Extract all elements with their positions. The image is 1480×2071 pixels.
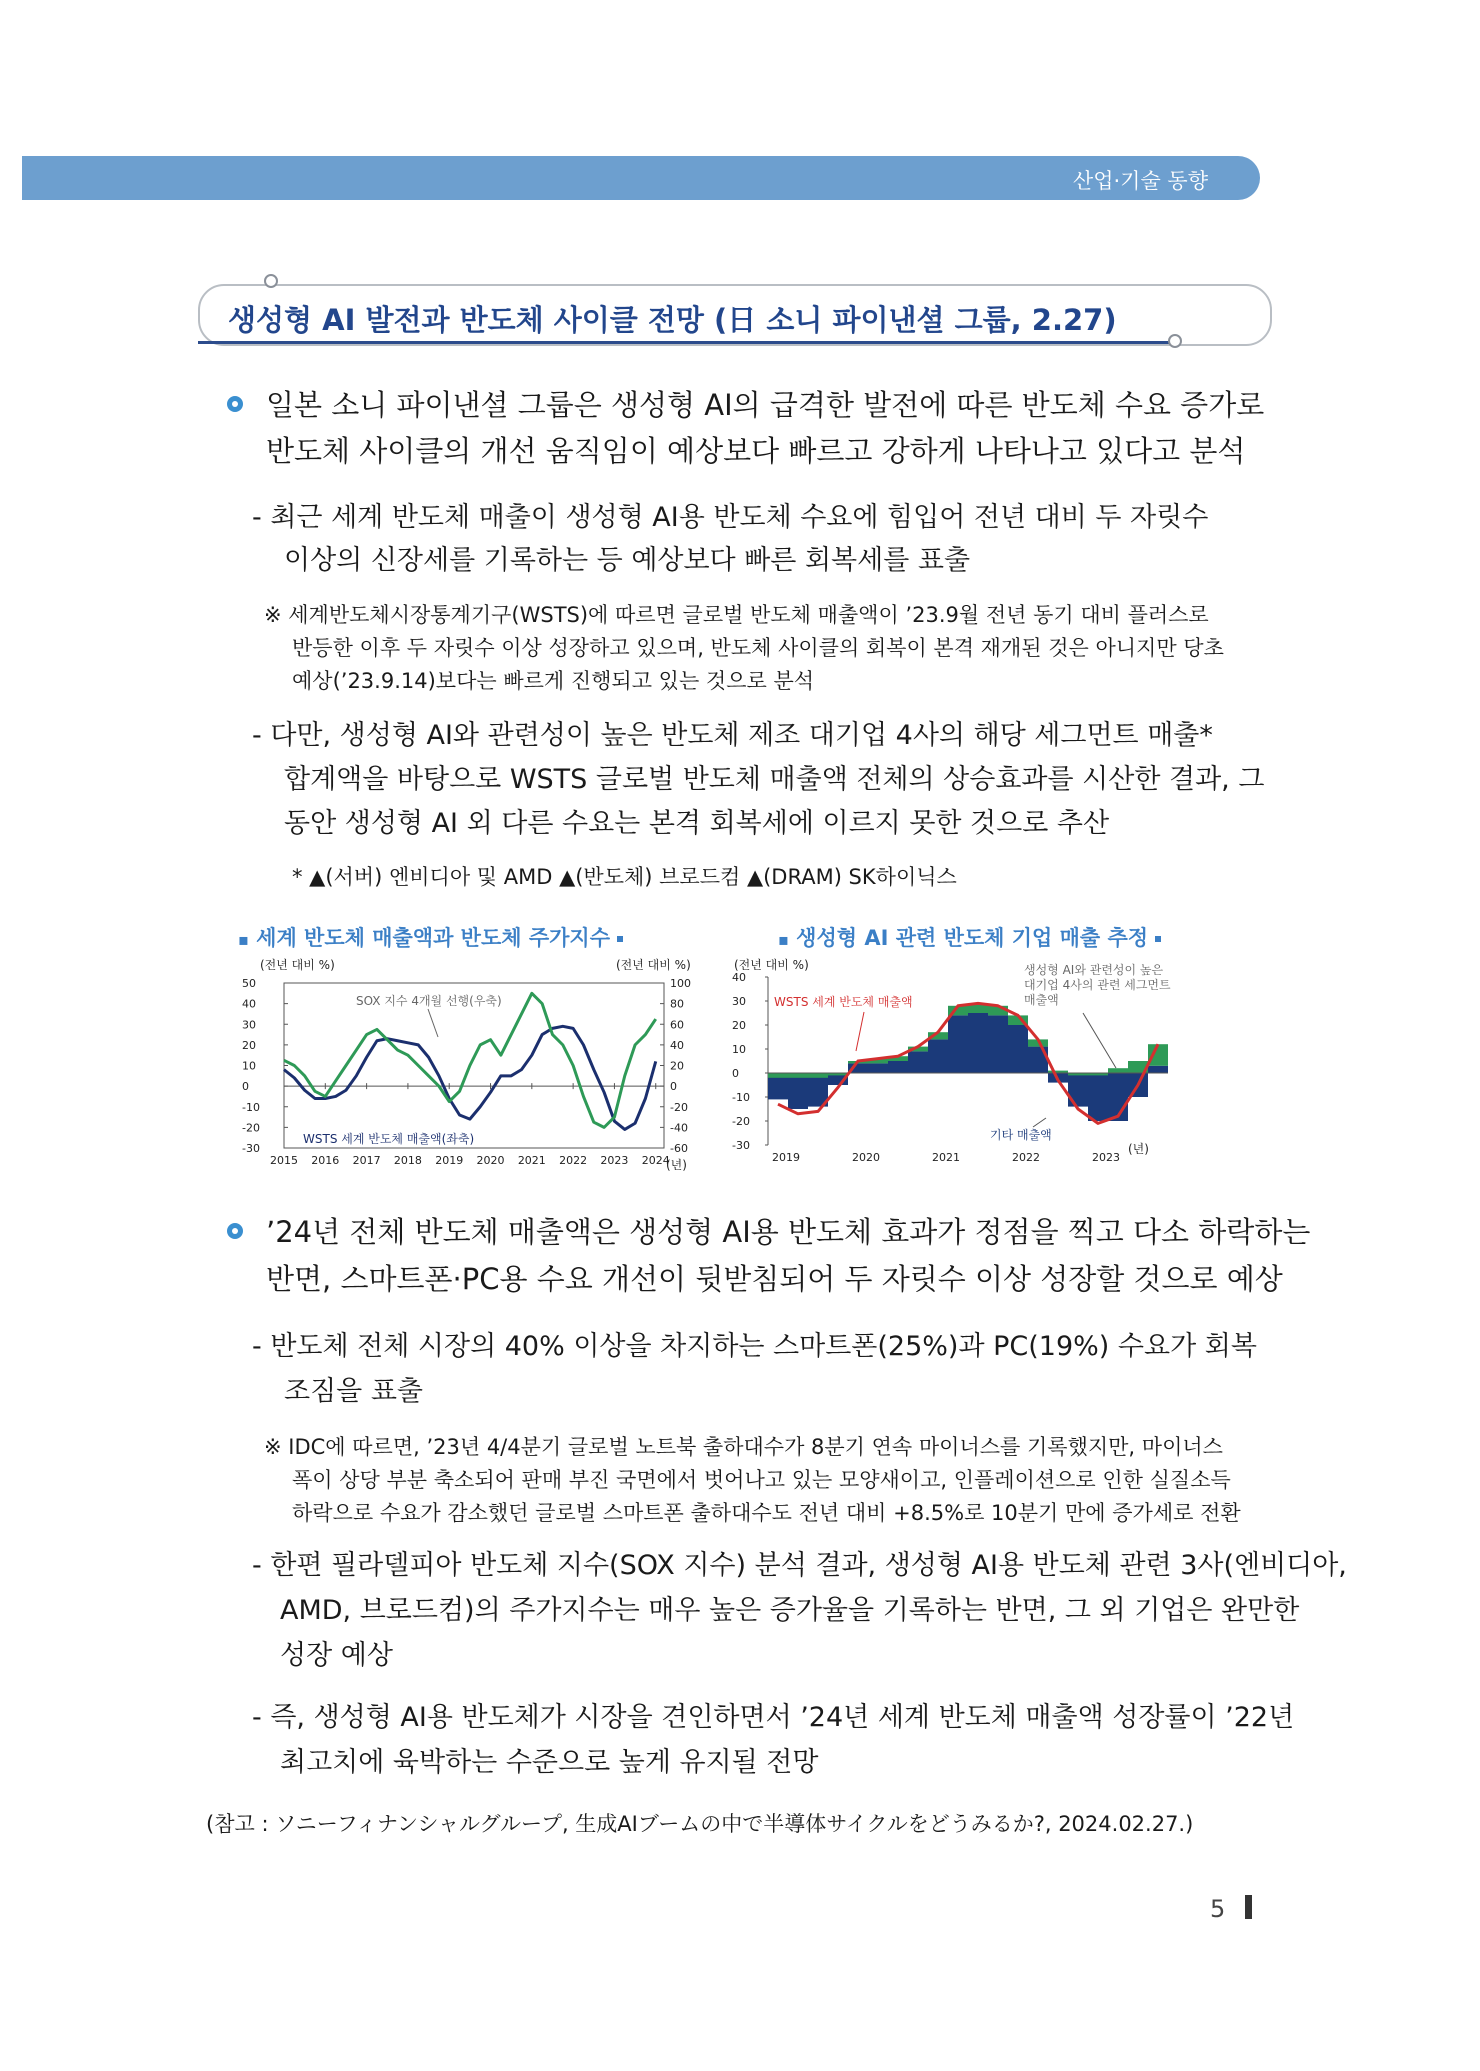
note-text: ※ IDC에 따르면, ’23년 4/4분기 글로벌 노트북 출하대수가 8분기 연속 마이너스를 기록했지만, 마이너스	[264, 1435, 1223, 1459]
chart1-series-wsts	[284, 1026, 656, 1129]
title-frame-dot-bottom	[1168, 334, 1182, 348]
dash-text: 이상의 신장세를 기록하는 등 예상보다 빠른 회복세를 표출	[284, 545, 971, 576]
note-text: 반등한 이후 두 자릿수 이상 성장하고 있으며, 반도체 사이클의 회복이 본격 재개된 것은 아니지만 당초	[292, 636, 1224, 660]
square-icon	[617, 936, 623, 942]
dash-text: 조짐을 표출	[284, 1376, 423, 1407]
chart1-x-tick-label: 2023	[600, 1154, 629, 1167]
chart1-title: ▪ 세계 반도체 매출액과 반도체 주가지수	[238, 922, 623, 952]
bullet-text: 반도체 사이클의 개선 움직임이 예상보다 빠르고 강하게 나타나고 있다고 분석	[266, 434, 1246, 468]
chart1-left-tick-label: -10	[242, 1100, 260, 1114]
chart1-right-tick-label: -60	[670, 1142, 688, 1155]
chart1-left-tick-label: 50	[242, 977, 256, 990]
chart1-right-tick-label: 20	[670, 1059, 684, 1073]
dash-text: AMD, 브로드컴)의 주가지수는 매우 높은 증가율을 기록하는 반면, 그 외 기업은 완만한	[280, 1595, 1300, 1626]
chart2-wsts-pointer	[856, 1012, 864, 1051]
dash-text: - 한편 필라델피아 반도체 지수(SOX 지수) 분석 결과, 생성형 AI용 반도체 관련 3사(엔비디아,	[252, 1550, 1347, 1581]
dash-text: 최고치에 육박하는 수준으로 높게 유지될 전망	[280, 1747, 819, 1778]
chart1-x-tick-label: 2018	[393, 1154, 422, 1167]
chart1-sox-label: SOX 지수 4개월 선행(우축)	[356, 994, 502, 1008]
chart2-bar-other	[988, 1015, 1008, 1073]
chart2-y-tick-label: 30	[732, 995, 746, 1008]
chart2-y-tick-label: -30	[732, 1139, 750, 1152]
chart1-x-tick-label: 2017	[352, 1154, 381, 1167]
chart2-annotation-3: 매출액	[1024, 993, 1059, 1007]
chart1-right-tick-label: -20	[670, 1100, 688, 1114]
chart2-y-tick-label: -20	[732, 1115, 750, 1128]
page-title: 생성형 AI 발전과 반도체 사이클 전망 (日 소니 파이낸셜 그룹, 2.27)	[228, 303, 1117, 337]
chart1-right-tick-label: 40	[670, 1038, 684, 1052]
chart2-annotation-2: 대기업 4사의 관련 세그먼트	[1024, 978, 1171, 992]
chart2-bar-other	[968, 1013, 988, 1073]
chart2-bar-other	[1088, 1073, 1108, 1121]
chart2-wsts-label: WSTS 세계 반도체 매출액	[774, 995, 913, 1009]
chart1-x-unit: (년)	[666, 1158, 687, 1172]
chart1-x-tick-label: 2019	[435, 1154, 464, 1167]
chart1-right-tick-label: -40	[670, 1121, 688, 1135]
chart1-left-tick-label: 30	[242, 1018, 256, 1032]
chart1-right-tick-label: 60	[670, 1018, 684, 1032]
chart2-other-pointer	[1033, 1118, 1046, 1127]
reference-text: (참고 : ソニーフィナンシャルグループ, 生成AIブームの中で半導体サイクルをどうみるか?, 2024.02.27.)	[206, 1812, 1194, 1836]
chart1-right-tick-label: 0	[670, 1080, 677, 1094]
chart2-bar-other	[1008, 1025, 1028, 1073]
chart2-annotation-1: 생성형 AI와 관련성이 높은	[1024, 963, 1164, 977]
chart1-x-tick-label: 2016	[311, 1154, 340, 1167]
chart2-bar-other	[928, 1039, 948, 1073]
bullet-circle-icon	[227, 1223, 243, 1239]
chart2-y-tick-label: 40	[732, 971, 746, 984]
chart2-x-tick-label: 2020	[852, 1151, 880, 1164]
section-label: 산업·기술 동향	[1072, 169, 1208, 193]
chart1-left-tick-label: -20	[242, 1121, 260, 1135]
chart1-left-tick-label: 10	[242, 1059, 256, 1073]
dash-text: - 즉, 생성형 AI용 반도체가 시장을 견인하면서 ’24년 세계 반도체 매출액 성장률이 ’22년	[252, 1702, 1295, 1733]
chart2-bar-other	[1148, 1066, 1168, 1073]
chart2-x-tick-label: 2022	[1012, 1151, 1040, 1164]
dash-text: - 반도체 전체 시장의 40% 이상을 차지하는 스마트폰(25%)과 PC(19%) 수요가 회복	[252, 1331, 1257, 1362]
chart2-bar-other	[1068, 1073, 1088, 1107]
chart2-ylabel: (전년 대비 %)	[734, 958, 809, 972]
bullet-circle-icon	[227, 396, 243, 412]
chart1-wsts-label: WSTS 세계 반도체 매출액(좌축)	[303, 1132, 475, 1146]
dash-text: - 다만, 생성형 AI와 관련성이 높은 반도체 제조 대기업 4사의 해당 세그먼트 매출*	[252, 720, 1213, 751]
dash-text: 동안 생성형 AI 외 다른 수요는 본격 회복세에 이르지 못한 것으로 추산	[284, 808, 1110, 839]
chart2-svg	[728, 955, 1198, 1175]
note-text: 하락으로 수요가 감소했던 글로벌 스마트폰 출하대수도 전년 대비 +8.5%로 10분기 만에 증가세로 전환	[292, 1501, 1241, 1525]
bullet-text: ’24년 전체 반도체 매출액은 생성형 AI용 반도체 효과가 정점을 찍고 다소 하락하는	[266, 1215, 1311, 1249]
header-band	[22, 156, 1260, 200]
bullet-text: 일본 소니 파이낸셜 그룹은 생성형 AI의 급격한 발전에 따른 반도체 수요 증가로	[266, 388, 1265, 422]
chart2-bar-other	[908, 1051, 928, 1073]
chart1-sox-pointer	[428, 1009, 438, 1037]
title-underline	[198, 341, 1178, 344]
chart2-y-tick-label: 10	[732, 1043, 746, 1056]
page-number-bar	[1245, 1895, 1252, 1919]
chart2-annotation-pointer	[1083, 1013, 1116, 1068]
chart1-x-tick-label: 2024	[641, 1154, 670, 1167]
chart2-bar-other	[788, 1073, 808, 1109]
chart2-title: ▪ 생성형 AI 관련 반도체 기업 매출 추정	[778, 922, 1161, 952]
chart1-left-tick-label: 20	[242, 1038, 256, 1052]
chart2-bar-ai	[788, 1073, 808, 1078]
chart1-x-tick-label: 2020	[476, 1154, 505, 1167]
chart2-x-tick-label: 2023	[1092, 1151, 1120, 1164]
dash-text: 합계액을 바탕으로 WSTS 글로벌 반도체 매출액 전체의 상승효과를 시산한 결과, 그	[284, 764, 1265, 795]
chart1-svg	[238, 955, 708, 1175]
chart2-y-tick-label: 20	[732, 1019, 746, 1032]
chart2-bar-ai	[808, 1073, 828, 1078]
dash-text: 성장 예상	[280, 1640, 393, 1671]
chart2-other-label: 기타 매출액	[990, 1128, 1052, 1142]
square-icon	[1155, 936, 1161, 942]
chart1-left-tick-label: -30	[242, 1142, 260, 1155]
note-text: 예상(’23.9.14)보다는 빠르게 진행되고 있는 것으로 분석	[292, 669, 815, 693]
page-number: 5	[1210, 1895, 1226, 1923]
chart2-x-tick-label: 2021	[932, 1151, 960, 1164]
chart2-bar-ai	[1108, 1068, 1128, 1073]
chart1-left-tick-label: 40	[242, 997, 256, 1011]
chart2-y-tick-label: -10	[732, 1091, 750, 1104]
chart1-left-tick-label: 0	[242, 1080, 249, 1094]
footnote-text: * ▲(서버) 엔비디아 및 AMD ▲(반도체) 브로드컴 ▲(DRAM) SK하이닉스	[292, 865, 957, 889]
chart2-x-unit: (년)	[1128, 1142, 1149, 1156]
note-text: ※ 세계반도체시장통계기구(WSTS)에 따르면 글로벌 반도체 매출액이 ’23.9월 전년 동기 대비 플러스로	[264, 603, 1209, 627]
title-frame-dot-top	[264, 274, 278, 288]
chart1-right-tick-label: 80	[670, 997, 684, 1011]
chart2-bar-other	[948, 1015, 968, 1073]
chart2-bar-ai	[768, 1073, 788, 1078]
chart1-ylabel-left: (전년 대비 %)	[260, 958, 335, 972]
chart1-right-tick-label: 100	[670, 977, 691, 990]
dash-text: - 최근 세계 반도체 매출이 생성형 AI용 반도체 수요에 힘입어 전년 대비 두 자릿수	[252, 502, 1209, 533]
note-text: 폭이 상당 부분 축소되어 판매 부진 국면에서 벗어나고 있는 모양새이고, 인플레이션으로 인한 실질소득	[292, 1468, 1231, 1492]
chart2-y-tick-label: 0	[732, 1067, 739, 1080]
chart1-x-tick-label: 2015	[270, 1154, 298, 1167]
chart1-x-tick-label: 2021	[517, 1154, 546, 1167]
chart2-x-tick-label: 2019	[772, 1151, 800, 1164]
chart1-ylabel-right: (전년 대비 %)	[616, 958, 691, 972]
bullet-text: 반면, 스마트폰·PC용 수요 개선이 뒷받침되어 두 자릿수 이상 성장할 것으로 예상	[266, 1262, 1283, 1296]
chart1-series-sox	[284, 993, 656, 1127]
chart2-bar-other	[868, 1063, 888, 1073]
chart1-x-tick-label: 2022	[559, 1154, 588, 1167]
chart2-bar-other	[888, 1061, 908, 1073]
